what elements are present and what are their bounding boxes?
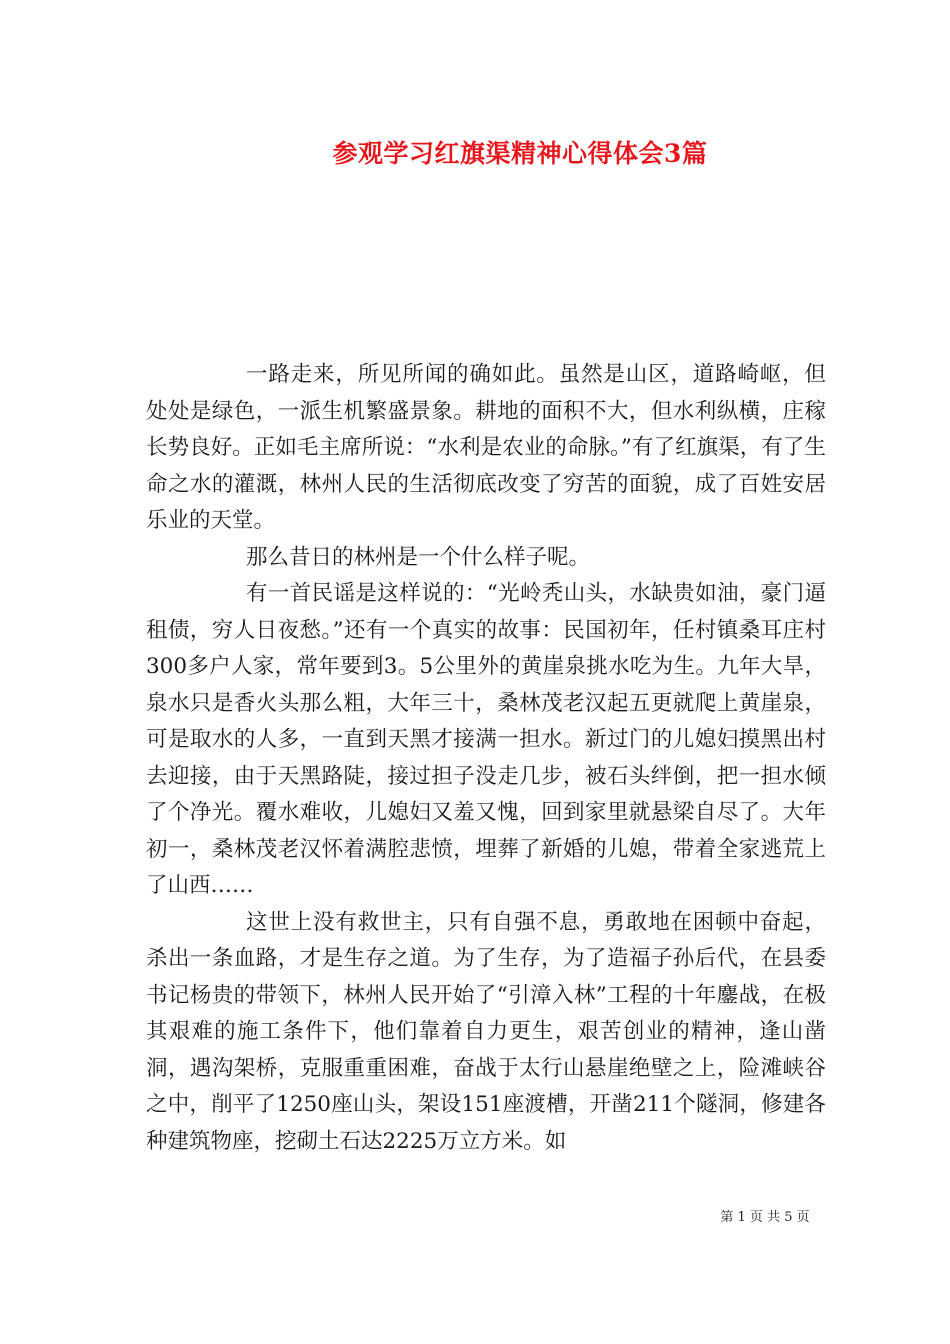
paragraph-2: 那么昔日的林州是一个什么样子呢。	[246, 544, 591, 570]
page-number-footer: 第 1 页 共 5 页	[720, 1210, 810, 1225]
paragraph-3: 有一首民谣是这样说的：“光岭秃山头，水缺贵如油，豪门逼租债，穷人日夜愁。”还有一个真实的故事：民国初年，任村镇桑耳庄村300多户人家，常年要到3。5公里外的黄崖泉挑水吃为生。九年大旱，泉水只是香火头那么粗，大年三十，桑林茂老汉起五更就爬上黄崖泉，可是取水的人多，一直到天黑才接满一担水。新过门的儿媳妇摸黑出村去迎接，由于天黑路陡，接过担子没走几步，被石头绊倒，把一担水倾了个净光。覆水难收，儿媳妇又羞又愧，回到家里就悬梁自尽了。大年初一，桑林茂老汉怀着满腔悲愤，埋葬了新婚的儿媳，带着全家逃荒上了山西……	[146, 581, 826, 898]
paragraph-4: 这世上没有救世主，只有自强不息，勇敢地在困顿中奋起，杀出一条血路，才是生存之道。为了生存，为了造福子孙后代，在县委书记杨贵的带领下，林州人民开始了“引漳入林”工程的十年鏖战，在极其艰难的施工条件下，他们靠着自力更生，艰苦创业的精神，逢山凿洞，遇沟架桥，克服重重困难，奋战于太行山悬崖绝壁之上，险滩峡谷之中，削平了1250座山头，架设151座渡槽，开凿211个隧洞，修建各种建筑物座，挖砌土石达2225万立方米。如	[146, 909, 826, 1154]
page-title: 参观学习红旗渠精神心得体会3篇	[332, 139, 708, 168]
document-body	[146, 357, 826, 1160]
paragraph-1: 一路走来，所见所闻的确如此。虽然是山区，道路崎岖，但处处是绿色，一派生机繁盛景象。耕地的面积不大，但水利纵横，庄稼长势良好。正如毛主席所说：“水利是农业的命脉。”有了红旗渠，有了生命之水的灌溉，林州人民的生活彻底改变了穷苦的面貌，成了百姓安居乐业的天堂。	[146, 362, 826, 533]
